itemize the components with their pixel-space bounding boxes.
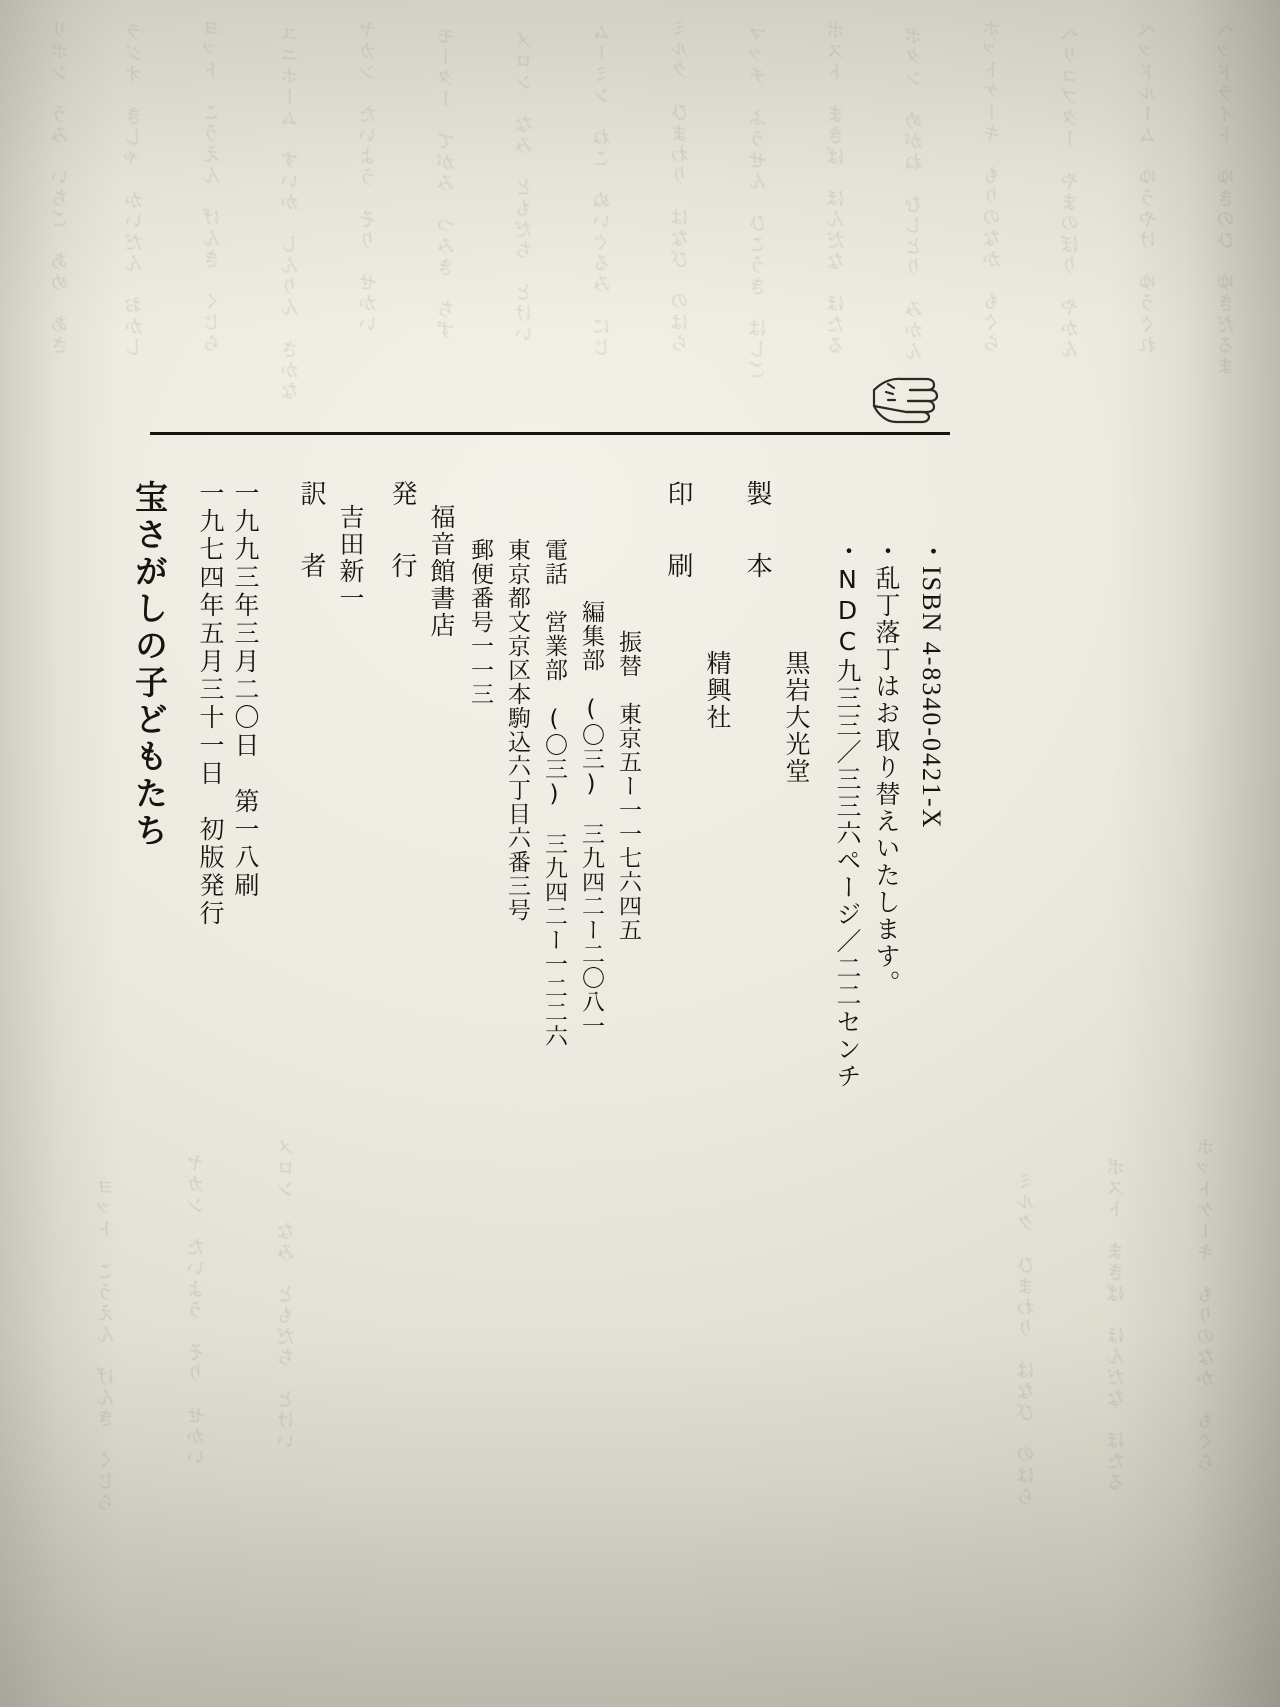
publisher-label: 発 行 — [387, 480, 417, 588]
colophon-block — [130, 432, 950, 1452]
printer-name: 精興社 — [703, 650, 732, 731]
colophon-columns — [117, 480, 950, 1440]
isbn: ・ISBN 4-8340-0421-X — [917, 538, 946, 830]
publisher-giro-account: 振替 東京五ー一一七六四五 — [615, 630, 641, 942]
publisher-name: 福音館書店 — [427, 504, 456, 639]
publisher-address: 東京都文京区本駒込六丁目六番三号 — [504, 538, 530, 922]
first-edition-date: 一九七四年五月三十一日 初版発行 — [196, 480, 225, 928]
publisher-postal-code: 郵便番号一一三 — [467, 538, 493, 706]
translator-name: 吉田新一 — [336, 504, 365, 612]
defect-replacement-notice: ・乱丁落丁はお取り替えいたします。 — [872, 538, 901, 997]
ndc-classification: ・NDC九三三／三三六ページ／二二センチ — [833, 538, 862, 1090]
printer-label: 印 刷 — [663, 480, 693, 588]
binder-label: 製 本 — [742, 480, 772, 588]
horizontal-rule — [150, 432, 950, 435]
pointing-hand-icon — [870, 368, 940, 428]
book-title: 宝さがしの子どもたち — [130, 480, 169, 850]
publisher-phone-sales: 電話 営業部 (〇三) 三九四二ー一二二六 — [541, 538, 567, 1048]
publisher-phone-editorial: 編集部 (〇三) 三九四二ー二〇八一 — [578, 600, 604, 1038]
translator-label: 訳 者 — [296, 480, 326, 588]
current-printing-date: 一九九三年三月二〇日 第一八刷 — [231, 480, 260, 900]
binder-name: 黒岩大光堂 — [782, 650, 811, 785]
